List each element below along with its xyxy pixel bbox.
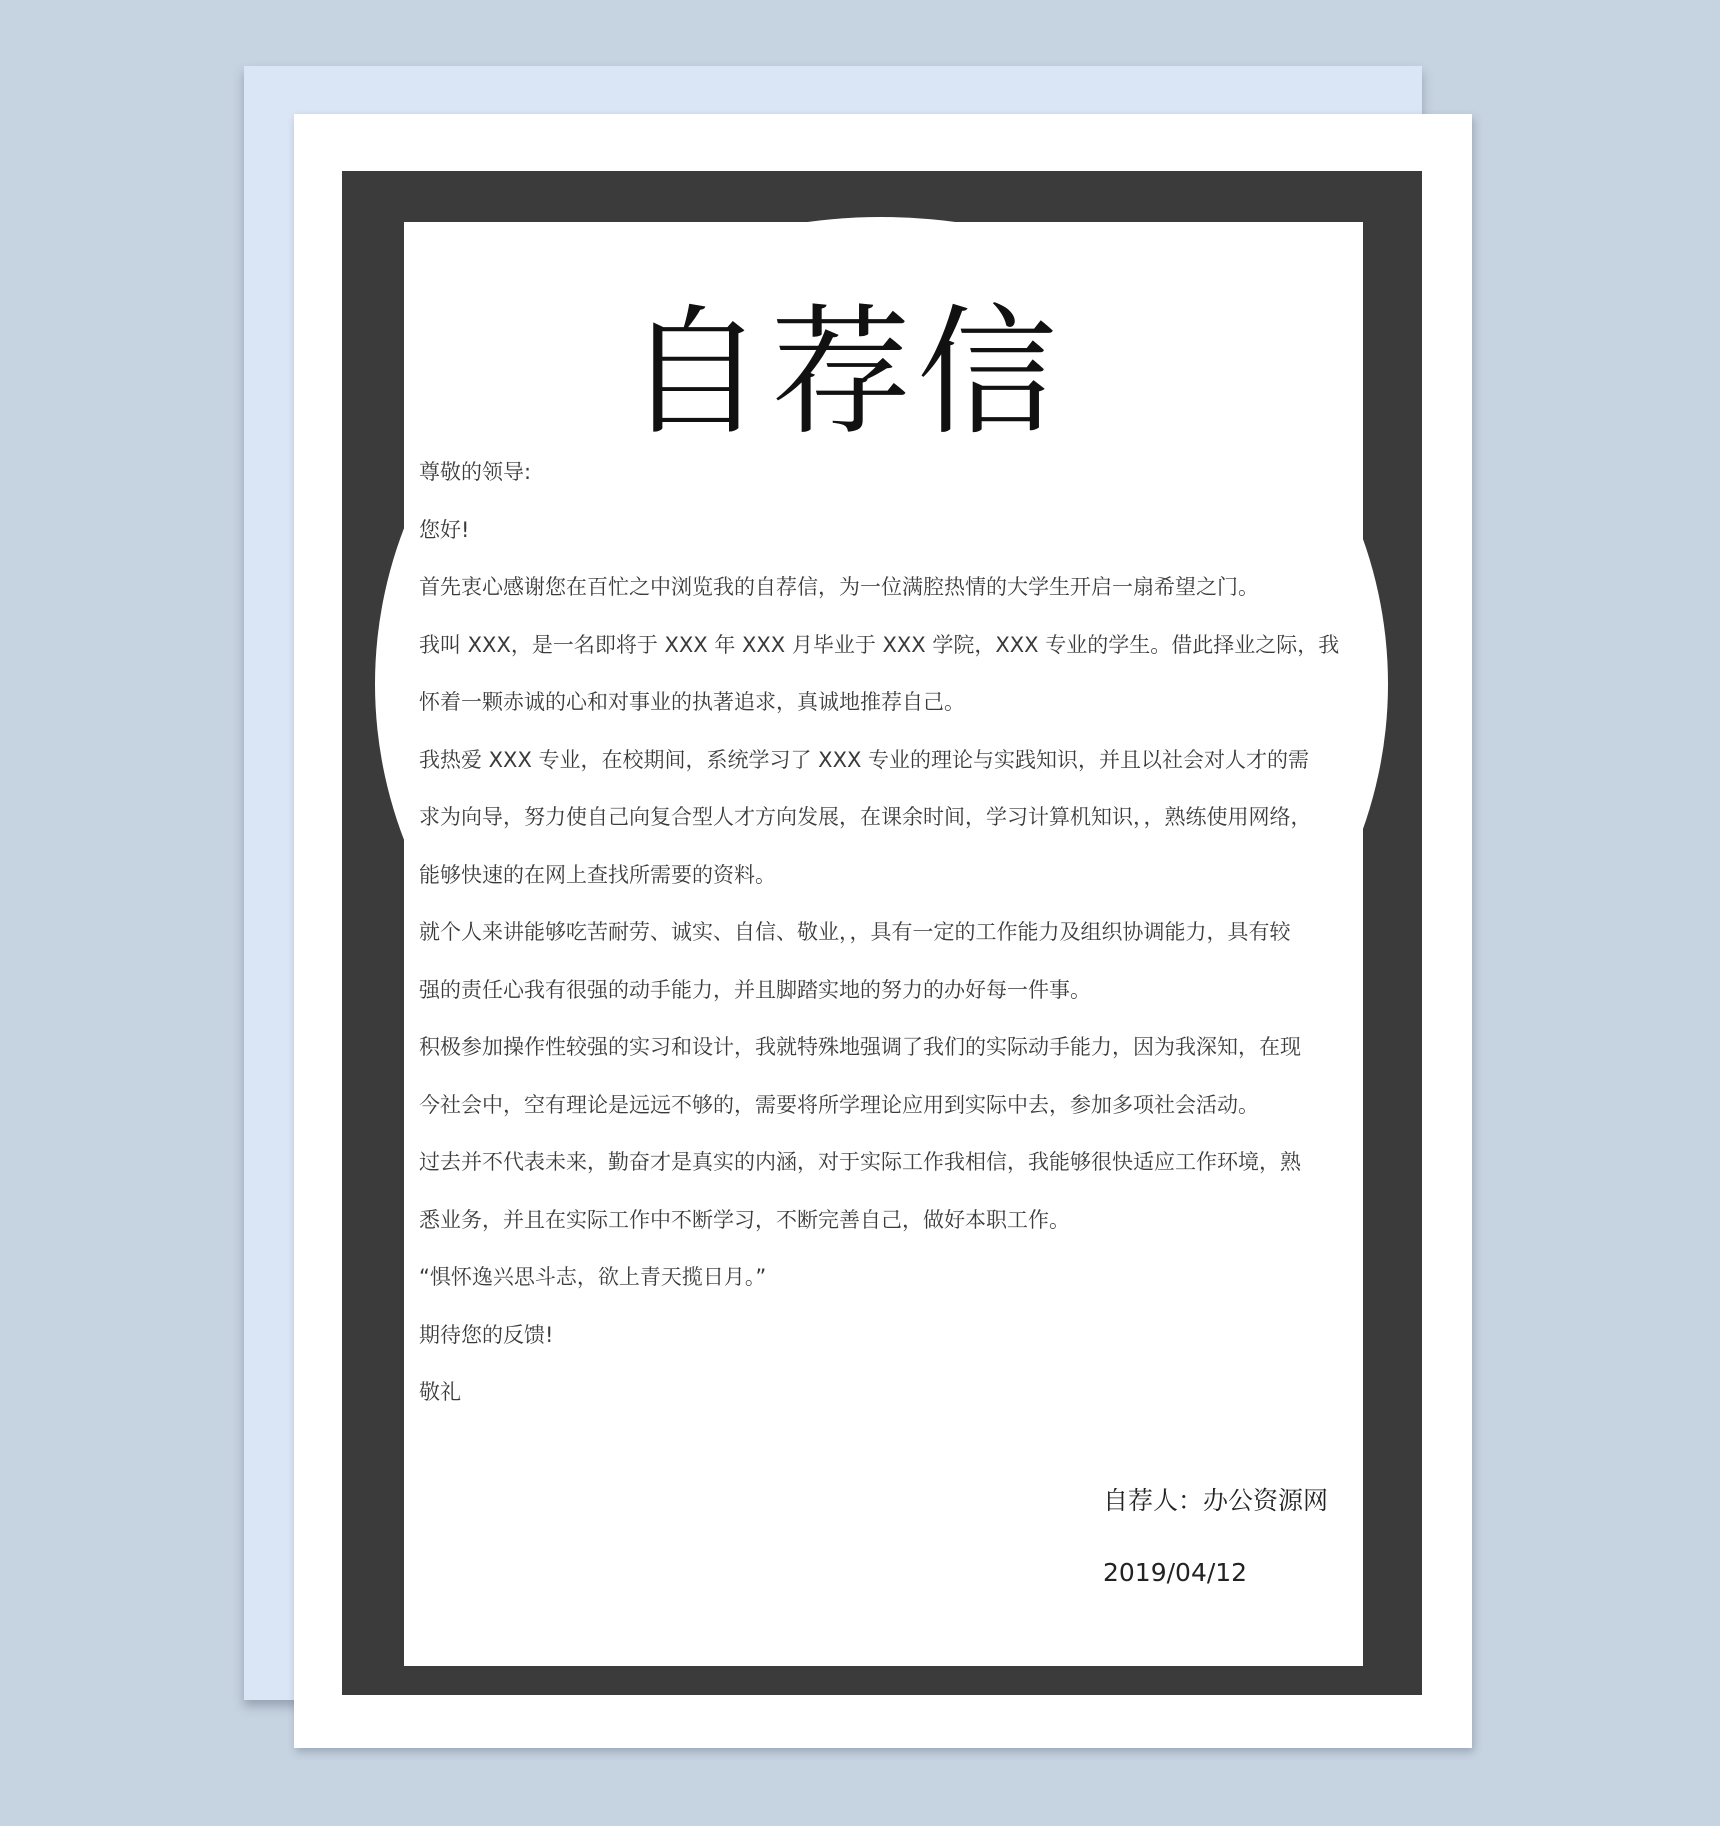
letter-title: 自荐信 bbox=[624, 292, 1063, 455]
signature: 自荐人：办公资源网 bbox=[1103, 1486, 1329, 1515]
dark-frame bbox=[342, 171, 1422, 1695]
regards-line: 敬礼 bbox=[419, 1380, 461, 1404]
body-line: 怀着一颗赤诚的心和对事业的执著追求，真诚地推荐自己。 bbox=[419, 690, 965, 714]
body-line: 今社会中，空有理论是远远不够的，需要将所学理论应用到实际中去，参加多项社会活动。 bbox=[419, 1092, 1259, 1117]
body-line: 积极参加操作性较强的实习和设计，我就特殊地强调了我们的实际动手能力，因为我深知，在现 bbox=[419, 1035, 1301, 1059]
salutation-line: 尊敬的领导: bbox=[419, 460, 532, 484]
greeting-line: 您好! bbox=[419, 517, 470, 542]
body-line: 我热爱 XXX 专业，在校期间，系统学习了 XXX 专业的理论与实践知识，并且以社会对人才的需 bbox=[419, 747, 1310, 772]
letter-paper bbox=[404, 222, 1363, 1666]
body-line: 首先衷心感谢您在百忙之中浏览我的自荐信，为一位满腔热情的大学生开启一扇希望之门。 bbox=[419, 575, 1259, 599]
body-line: 悉业务，并且在实际工作中不断学习，不断完善自己，做好本职工作。 bbox=[419, 1207, 1070, 1232]
body-line: 我叫 XXX，是一名即将于 XXX 年 XXX 月毕业于 XXX 学院，XXX 专业的学生。借此择业之际，我 bbox=[419, 632, 1340, 657]
body-line: 就个人来讲能够吃苦耐劳、诚实、自信、敬业，，具有一定的工作能力及组织协调能力，具有较 bbox=[419, 920, 1291, 944]
body-line: 求为向导，努力使自己向复合型人才方向发展，在课余时间，学习计算机知识，，熟练使用网络， bbox=[419, 805, 1312, 829]
quote-line: “惧怀逸兴思斗志，欲上青天揽日月。” bbox=[419, 1265, 767, 1289]
body-line: 能够快速的在网上查找所需要的资料。 bbox=[419, 862, 776, 887]
letter-body bbox=[419, 457, 1349, 1435]
body-line: 过去并不代表未来，勤奋才是真实的内涵，对于实际工作我相信，我能够很快适应工作环境，熟 bbox=[419, 1150, 1301, 1174]
letter-date: 2019/04/12 bbox=[1103, 1558, 1248, 1587]
body-line: 强的责任心我有很强的动手能力，并且脚踏实地的努力的办好每一件事。 bbox=[419, 977, 1091, 1002]
closing-line: 期待您的反馈! bbox=[419, 1322, 554, 1347]
